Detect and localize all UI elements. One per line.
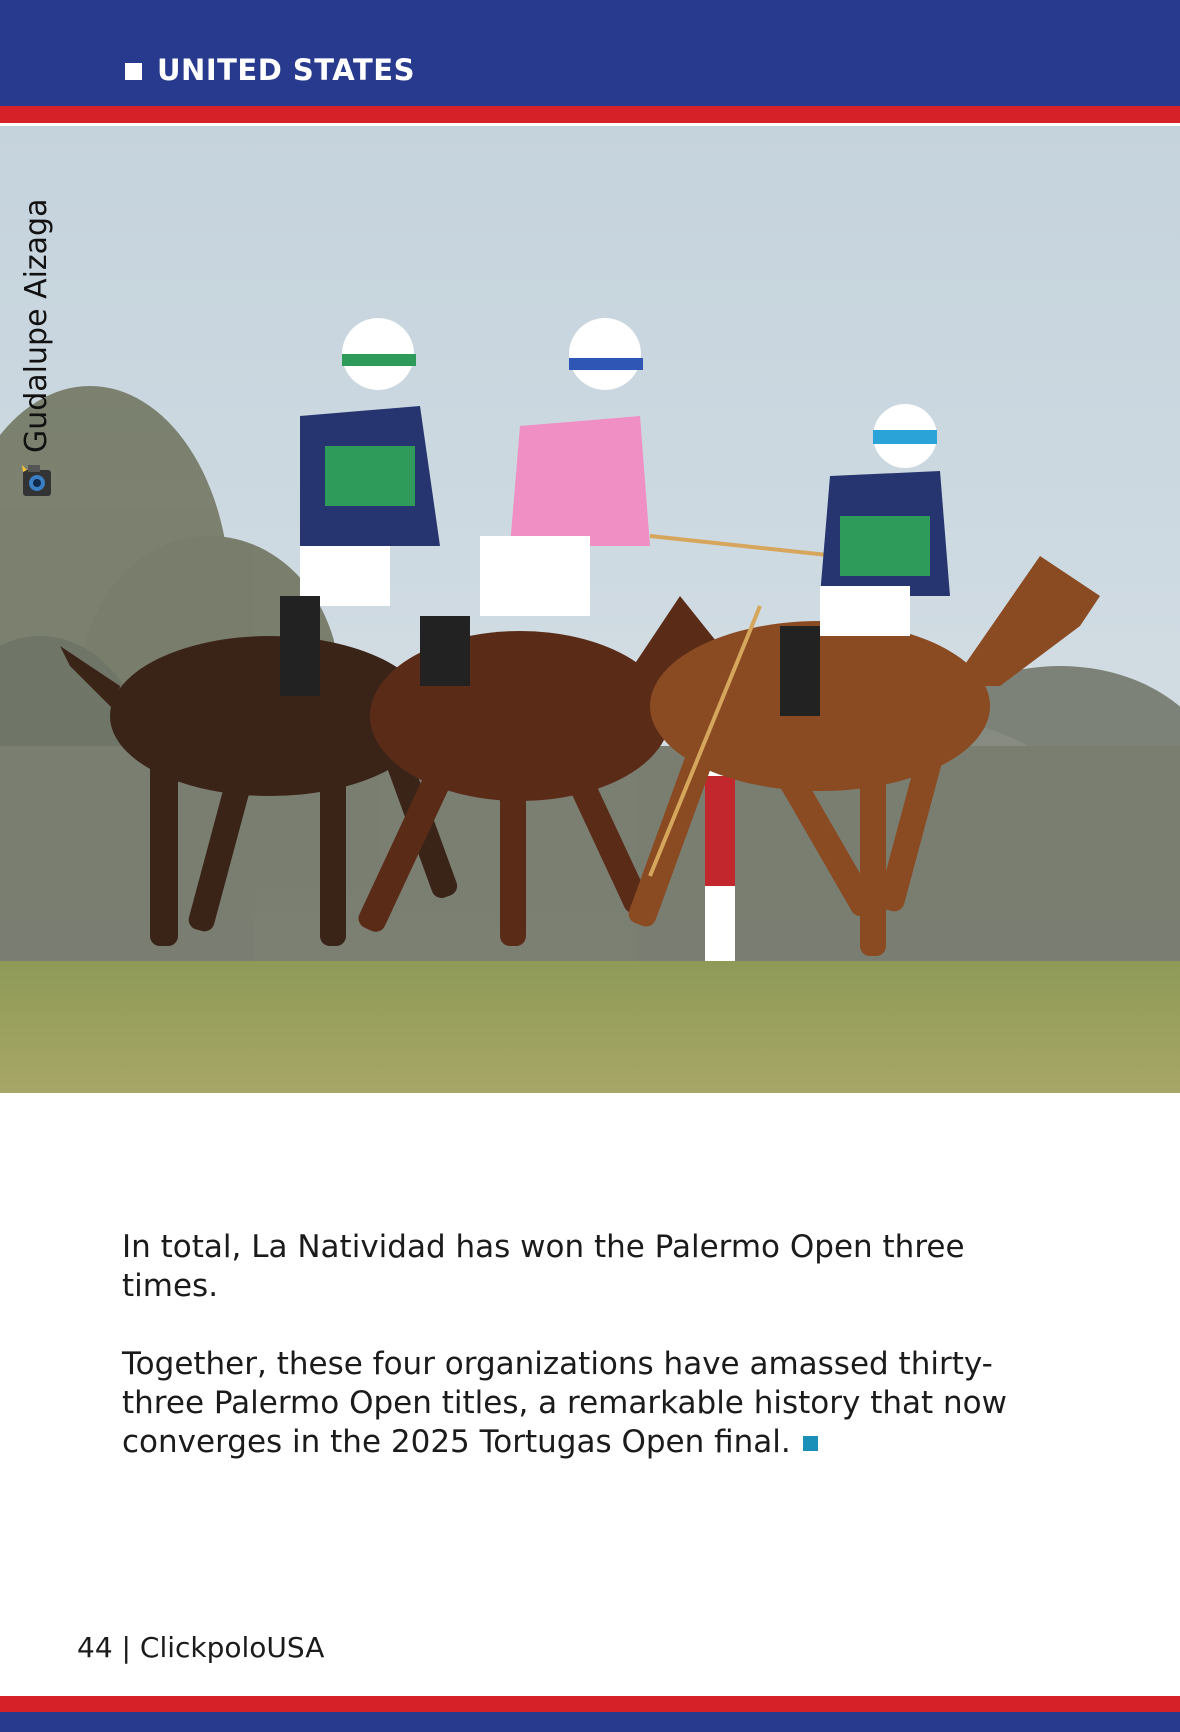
section-square-icon	[125, 63, 142, 80]
photo-credit: Gudalupe Aizaga	[19, 198, 54, 453]
article-paragraph-1	[122, 1228, 1052, 1306]
footer-separator: |	[121, 1631, 131, 1664]
article-paragraph-2	[122, 1345, 1052, 1462]
page-footer	[77, 1631, 324, 1665]
publication-name: ClickpoloUSA	[139, 1631, 325, 1664]
section-header	[0, 0, 1180, 106]
paragraph-2-text: Together, these four organizations have amassed thirty-three Palermo Open titles, a remarkable history that now converges in the 2025 Tortugas Open final.	[122, 1346, 1007, 1460]
page-number: 44	[77, 1631, 113, 1664]
polo-photo-illustration	[0, 126, 1180, 1093]
end-of-article-mark	[803, 1436, 818, 1451]
camera-icon	[20, 462, 56, 502]
polo-photo	[0, 126, 1180, 1093]
footer-blue-stripe	[0, 1712, 1180, 1732]
paragraph-1-text: In total, La Natividad has won the Palermo Open three times.	[122, 1229, 965, 1304]
footer-red-stripe	[0, 1696, 1180, 1712]
section-label: UNITED STATES	[157, 53, 415, 87]
header-red-stripe	[0, 106, 1180, 123]
